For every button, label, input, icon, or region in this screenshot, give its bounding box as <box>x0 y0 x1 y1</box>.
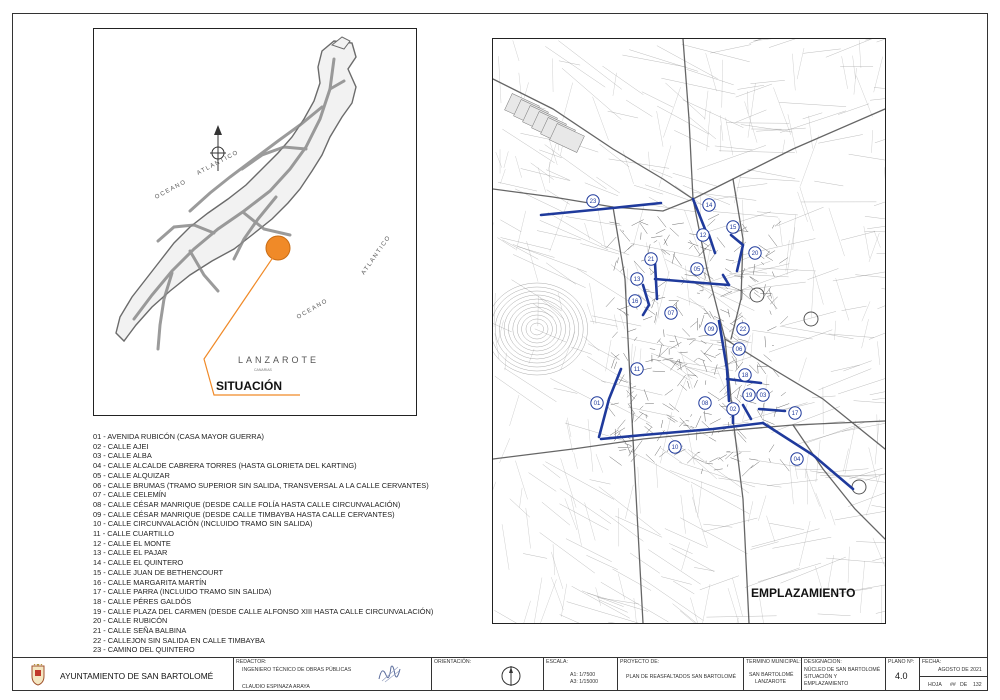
location-marker <box>266 236 290 260</box>
route-marker-label: 16 <box>631 299 639 306</box>
route-marker-label: 06 <box>735 347 743 354</box>
route-marker <box>629 295 641 307</box>
legend-item: 12 - CALLE EL MONTE <box>93 538 171 548</box>
hoja-label: HOJA <box>928 682 942 688</box>
route-marker-label: 12 <box>699 233 707 240</box>
tb-redactor-cell <box>234 658 432 691</box>
route-marker <box>591 397 603 409</box>
legend-item: 17 - CALLE PARRA (INCLUIDO TRAMO SIN SALIDA) <box>93 587 272 597</box>
orientation-compass-icon <box>500 665 522 687</box>
emplazamiento-title: EMPLAZAMIENTO <box>751 586 856 600</box>
route-marker-label: 08 <box>701 401 709 408</box>
title-block <box>12 657 988 691</box>
route-marker-label: 05 <box>693 267 701 274</box>
hoja-de: DE <box>960 682 968 688</box>
island-name: LANZAROTE <box>238 355 320 365</box>
route-marker <box>587 195 599 207</box>
legend-item: 08 - CALLE CÉSAR MANRIQUE (DESDE CALLE FOLÍA HASTA CALLE CIRCUNVALACIÓN) <box>93 499 401 509</box>
legend-item: 10 - CALLE CIRCUNVALACIÓN (INCLUIDO TRAMO SIN SALIDA) <box>93 519 313 529</box>
route-markers <box>587 195 803 465</box>
route-marker <box>789 407 801 419</box>
route-marker-label: 21 <box>647 257 655 264</box>
route-marker-label: 18 <box>741 373 749 380</box>
hoja-number: ## <box>950 682 956 688</box>
tb-termino-cell <box>744 658 802 691</box>
street-legend <box>93 432 483 655</box>
fecha-value: AGOSTO DE 2021 <box>938 667 982 673</box>
legend-item: 23 - CAMINO DEL QUINTERO <box>93 645 195 655</box>
route-marker <box>791 453 803 465</box>
tb-designacion-cell <box>802 658 886 691</box>
route-marker-label: 03 <box>759 393 767 400</box>
situacion-title: SITUACIÓN <box>216 379 282 393</box>
route-marker-label: 11 <box>633 367 641 374</box>
termino-caption: TERMINO MUNICIPAL: <box>746 659 801 665</box>
legend-item: 18 - CALLE PÉRES GALDÓS <box>93 596 192 606</box>
route-marker-label: 09 <box>707 327 715 334</box>
route-marker-label: 23 <box>589 199 597 206</box>
route-marker-label: 17 <box>791 411 799 418</box>
legend-item: 09 - CALLE CÉSAR MANRIQUE (DESDE CALLE TIMBAYBA HASTA CALLE CERVANTES) <box>93 509 395 519</box>
route-marker-label: 20 <box>751 251 759 258</box>
hoja-total: 132 <box>973 682 982 688</box>
redactor-caption: REDACTOR: <box>236 659 267 665</box>
situacion-map <box>94 29 416 415</box>
situacion-map-panel <box>93 28 417 416</box>
tb-orientacion-cell <box>432 658 544 691</box>
escala-caption: ESCALA: <box>546 659 568 665</box>
route-marker-label: 01 <box>593 401 601 408</box>
legend-item: 20 - CALLE RUBICÓN <box>93 616 168 626</box>
route-marker <box>733 343 745 355</box>
ocean-label: OCEANO <box>154 179 188 201</box>
route-marker <box>669 441 681 453</box>
route-marker <box>743 389 755 401</box>
ocean-label: OCEANO <box>296 298 330 321</box>
designacion-line-2: SITUACIÓN Y <box>804 674 838 680</box>
route-marker-label: 19 <box>745 393 753 400</box>
island-subtitle: CANARIAS <box>254 368 272 372</box>
location-leader-line <box>204 250 300 395</box>
redactor-name: CLAUDIO ESPINAZA ARAYA <box>242 684 310 690</box>
route-marker <box>699 397 711 409</box>
tb-proyecto-cell <box>618 658 744 691</box>
termino-line-1: SAN BARTOLOMÉ <box>749 672 794 678</box>
designacion-caption: DESIGNACION: <box>804 659 842 665</box>
route-marker-label: 02 <box>729 407 737 414</box>
legend-item: 03 - CALLE ALBA <box>93 451 152 461</box>
emplazamiento-map-panel <box>492 38 886 624</box>
engineer-signature <box>376 661 402 685</box>
route-marker-label: 14 <box>705 203 713 210</box>
route-marker-label: 07 <box>667 311 675 318</box>
route-marker <box>705 323 717 335</box>
tb-plano-cell <box>886 658 920 691</box>
ocean-label: ATLANTICO <box>360 234 393 277</box>
plano-number: 4.0 <box>895 671 908 681</box>
termino-line-2: LANZAROTE <box>755 679 787 685</box>
route-marker <box>697 229 709 241</box>
tb-escala-cell <box>544 658 618 691</box>
legend-item: 02 - CALLE AJEI <box>93 441 149 451</box>
designacion-line-3: EMPLAZAMIENTO <box>804 681 849 687</box>
legend-item: 01 - AVENIDA RUBICÓN (CASA MAYOR GUERRA) <box>93 432 264 441</box>
organization-name: AYUNTAMIENTO DE SAN BARTOLOMÉ <box>60 671 214 681</box>
route-marker-label: 15 <box>729 225 737 232</box>
emplazamiento-map <box>493 39 885 623</box>
designacion-line-1: NÚCLEO DE SAN BARTOLOMÉ <box>804 667 881 673</box>
route-marker <box>727 403 739 415</box>
tb-fecha-cell <box>920 658 988 691</box>
tb-organization-cell <box>12 658 234 691</box>
legend-item: 07 - CALLE CELEMÍN <box>93 490 167 500</box>
legend-item: 22 - CALLEJON SIN SALIDA EN CALLE TIMBAYBA <box>93 635 265 645</box>
route-marker <box>645 253 657 265</box>
fecha-caption: FECHA: <box>922 659 942 665</box>
street-base-map <box>493 39 885 623</box>
legend-item: 14 - CALLE EL QUINTERO <box>93 558 184 568</box>
legend-item: 06 - CALLE BRUMAS (TRAMO SUPERIOR SIN SALIDA, TRANSVERSAL A LA CALLE CERVANTES) <box>93 480 429 490</box>
legend-item: 05 - CALLE ALQUIZAR <box>93 470 170 480</box>
route-marker-label: 22 <box>739 327 747 334</box>
orientacion-caption: ORIENTACIÓN: <box>434 659 472 665</box>
route-marker <box>727 221 739 233</box>
route-marker <box>739 369 751 381</box>
escala-a1: A1: 1/7500 <box>570 672 596 678</box>
route-marker-label: 10 <box>671 445 679 452</box>
route-marker-label: 04 <box>793 457 801 464</box>
legend-item: 16 - CALLE MARGARITA MARTÍN <box>93 577 207 587</box>
proyecto-name: PLAN DE REASFALTADOS SAN BARTOLOMÉ <box>626 674 737 680</box>
redactor-role: INGENIERO TÉCNICO DE OBRAS PÚBLICAS <box>242 667 352 673</box>
route-marker-label: 13 <box>633 277 641 284</box>
route-marker <box>691 263 703 275</box>
municipal-coat-of-arms-icon <box>30 664 46 686</box>
plano-caption: PLANO Nº: <box>888 659 915 665</box>
route-marker <box>665 307 677 319</box>
escala-a3: A3: 1/15000 <box>570 679 598 685</box>
legend-item: 13 - CALLE EL PAJAR <box>93 548 168 558</box>
route-marker <box>631 363 643 375</box>
route-marker <box>737 323 749 335</box>
ocean-label: ATLANTICO <box>196 149 241 177</box>
route-marker <box>631 273 643 285</box>
route-marker <box>703 199 715 211</box>
legend-item: 21 - CALLE SEÑA BALBINA <box>93 626 187 636</box>
legend-item: 04 - CALLE ALCALDE CABRERA TORRES (HASTA GLORIETA DEL KARTING) <box>93 461 357 471</box>
legend-item: 19 - CALLE PLAZA DEL CARMEN (DESDE CALLE ALFONSO XIII HASTA CALLE CIRCUNVALACIÓN) <box>93 606 434 616</box>
route-marker <box>757 389 769 401</box>
proyecto-caption: PROYECTO DE: <box>620 659 660 665</box>
legend-item: 11 - CALLE CUARTILLO <box>93 529 175 539</box>
route-marker <box>749 247 761 259</box>
legend-item: 15 - CALLE JUAN DE BETHENCOURT <box>93 567 224 577</box>
